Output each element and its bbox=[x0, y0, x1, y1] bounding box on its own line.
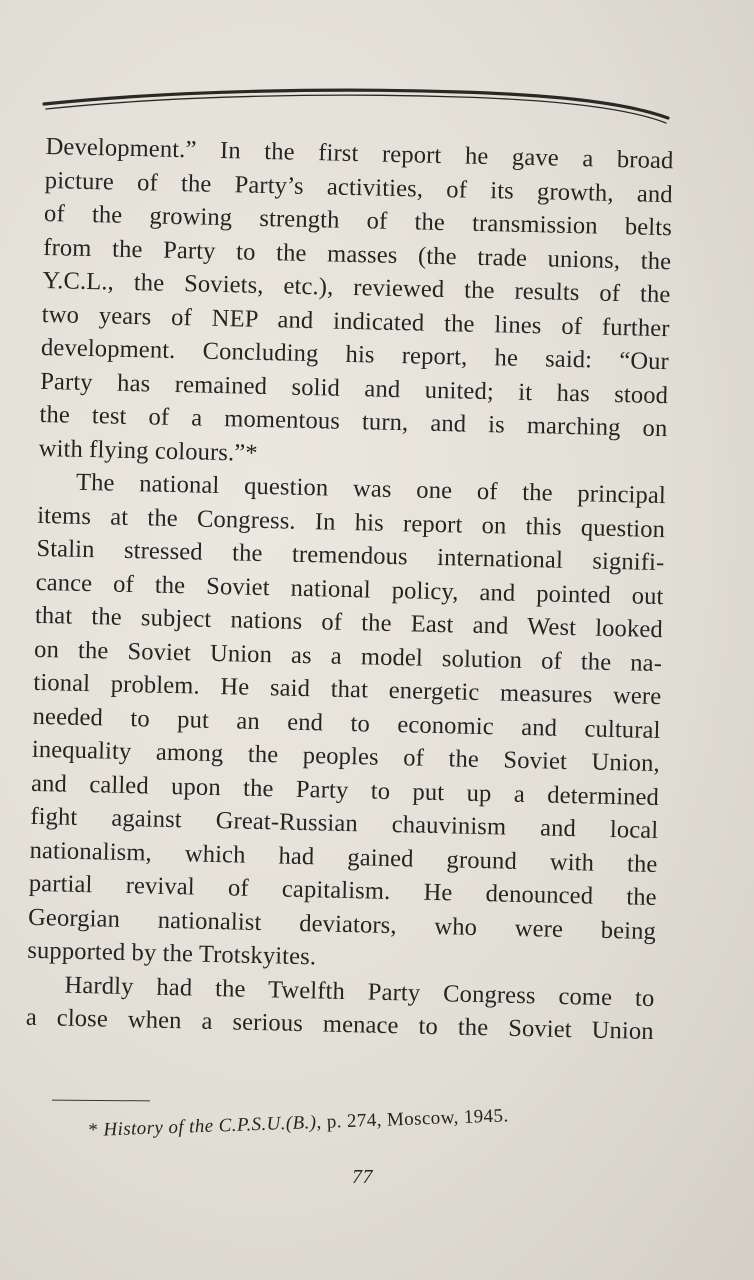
footnote-details: p. 274, Moscow, 1945. bbox=[326, 1105, 509, 1133]
text-line: needed to put an end to economic and cultural bbox=[32, 702, 661, 744]
text-line: development. Concluding his report, he said: “Our bbox=[40, 333, 670, 376]
text-line: partial revival of capitalism. He denounced the bbox=[28, 869, 658, 912]
text-line: a close when a serious menace to the Soviet Union bbox=[25, 1003, 655, 1046]
header-rule bbox=[40, 82, 670, 132]
text-line: of the growing strength of the transmission belts bbox=[43, 199, 673, 242]
footnote-separator bbox=[52, 1100, 150, 1102]
text-line: Georgian nationalist deviators, who were being bbox=[27, 903, 657, 945]
text-line: Hardly had the Twelfth Party Congress come to bbox=[64, 971, 655, 1012]
paragraph-2 bbox=[27, 465, 666, 982]
text-line: picture of the Party’s activities, of its growth, and bbox=[44, 166, 674, 208]
text-line: supported by the Trotskyites. bbox=[27, 936, 317, 971]
footnote bbox=[88, 1103, 509, 1144]
text-line: Y.C.L., the Soviets, etc.), reviewed the results of the bbox=[42, 266, 671, 309]
footnote-marker: * bbox=[88, 1119, 99, 1141]
text-line: and called upon the Party to put up a determined bbox=[30, 769, 660, 811]
text-line: Development.” In the first report he gave a broad bbox=[45, 132, 674, 175]
text-line: the test of a momentous turn, and is marching on bbox=[39, 400, 668, 443]
text-line: items at the Congress. In his report on this question bbox=[36, 501, 666, 543]
body-text bbox=[25, 130, 673, 1049]
text-line: inequality among the peoples of the Soviet Union, bbox=[31, 735, 661, 778]
text-line: fight against Great-Russian chauvinism and local bbox=[30, 802, 659, 845]
text-line: from the Party to the masses (the trade unions, the bbox=[43, 233, 672, 275]
paragraph-3 bbox=[25, 967, 654, 1048]
text-line: Party has remained solid and united; it has stood bbox=[39, 367, 669, 409]
footnote-source-title: History of the C.P.S.U.(B.), bbox=[103, 1111, 322, 1141]
text-line: The national question was one of the principal bbox=[75, 468, 667, 510]
text-line: that the subject nations of the East and West looked bbox=[34, 601, 664, 644]
text-line: cance of the Soviet national policy, and pointed out bbox=[35, 568, 664, 610]
text-line: tional problem. He said that energetic measures were bbox=[33, 668, 662, 711]
paragraph-1 bbox=[38, 130, 673, 479]
text-line: nationalism, which had gained ground with the bbox=[29, 836, 658, 878]
text-line: on the Soviet Union as a model solution of the na- bbox=[33, 635, 663, 677]
page-number: 77 bbox=[352, 1166, 373, 1188]
text-line: Stalin stressed the tremendous international signifi- bbox=[36, 534, 665, 577]
text-line: two years of NEP and indicated the lines of further bbox=[41, 300, 670, 342]
text-line: with flying colours.”* bbox=[38, 434, 259, 467]
